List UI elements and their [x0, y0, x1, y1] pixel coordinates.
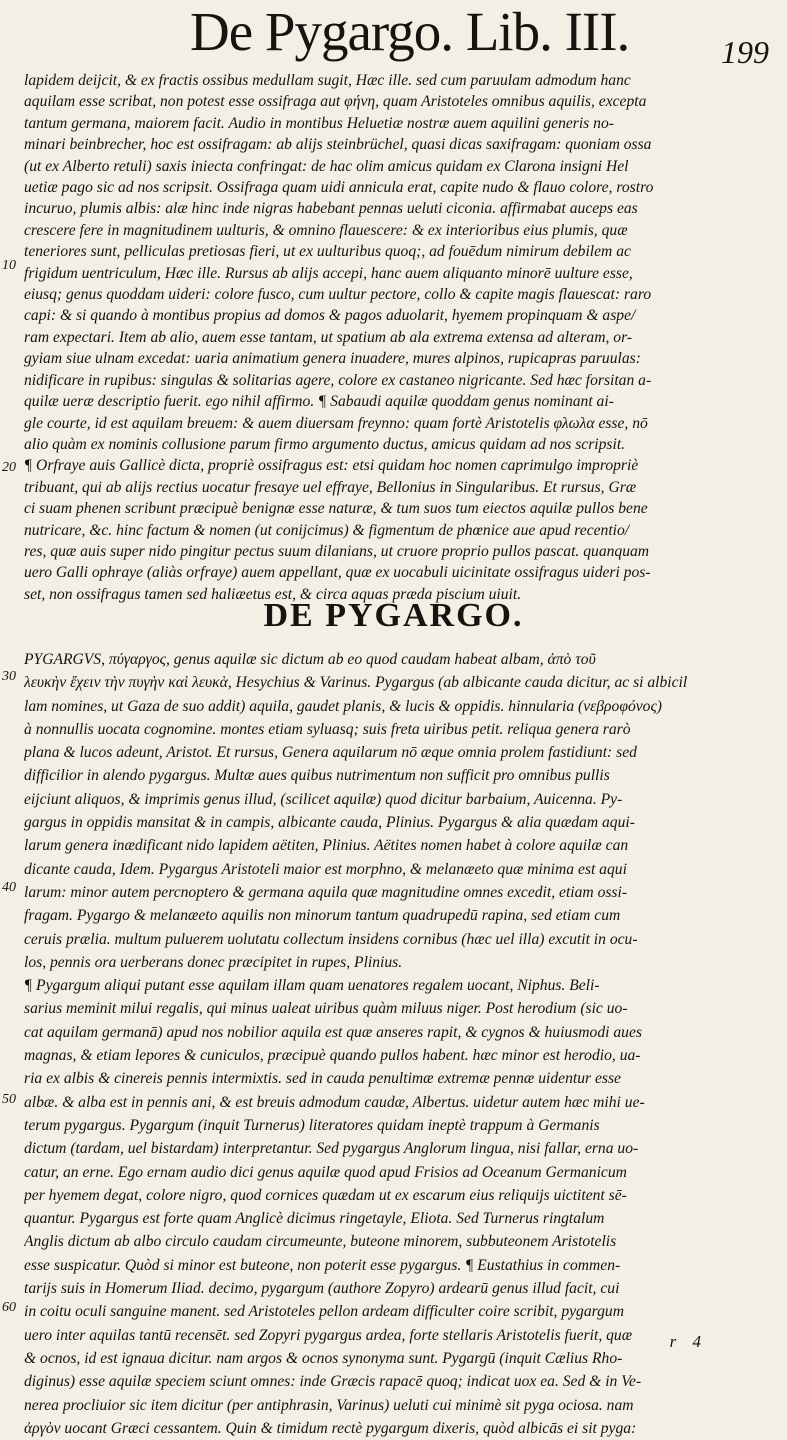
text-line: res, quæ auis super nido pingitur pectus suum dilanians, ut cruore proprio pullos pascat. quanquam [24, 542, 650, 560]
text-line: ci suam phenen scribunt præcipuè benignæ esse naturæ, & tum suos tum eiectos aquilæ pullos bene [24, 500, 648, 518]
text-line: nidificare in rupibus: singulas & solitarias agere, colore ex castaneo nigricante. Sed hæc forsitan a- [24, 371, 652, 389]
text-line: lapidem deijcit, & ex fractis ossibus medullam sugit, Hæc ille. sed cum paruulam admodum hanc [24, 72, 631, 89]
text-line: esse suspicatur. Quòd si minor est buteone, non poterit esse pygargus. ¶ Eustathius in commen- [24, 1256, 621, 1274]
line-number: 50 [2, 1092, 16, 1107]
line-number: 30 [2, 669, 16, 684]
text-line: λευκὴν ἔχειν τὴν πυγὴν καὶ λευκὰ, Hesychius & Varinus. Pygargus (ab albicante cauda dicitur, ac si albicil [24, 674, 688, 692]
text-line: gyiam siue ulnam excedat: uaria animatium genera inuadere, mures alpinos, rupicapras paruulas: [24, 350, 641, 368]
text-line: gle courte, id est aquilam breuem: & auem diuersam freynno: quam fortè Aristotelis φλωλα esse, nō [24, 414, 648, 432]
text-line: per hyemem degat, colore nigro, quod cornices quædam ut ex escarum eius reliquijs uictitent sē- [24, 1186, 627, 1204]
text-line: ria ex albis & cinereis pennis intermixtis. sed in cauda penultimæ extremæ pennæ uidentur esse [24, 1070, 621, 1088]
text-line: lam nomines, ut Gaza de suo addit) aquila, gaudet planis, & lucis & oppidis. hinnularia (νεβροφόνος) [24, 697, 662, 715]
text-line: capi: & si quando à montibus propius ad domos & pagos aduolarit, hyemem propinquam & aspe/ [24, 307, 636, 325]
signature-mark: r 4 [669, 1332, 707, 1351]
text-line: tribuant, qui ab alijs rectius uocatur fresaye uel effraye, Bellonius in Singularibus. Et rursus, Græ [24, 478, 637, 496]
text-line: alio quàm ex nominis collusione parum firmo argumento ductus, amicus quidam ad nos scripsit. [24, 435, 626, 453]
text-line: cat aquilam germanā) apud nos nobilior aquila est quæ anseres rapit, & cygnos & huiusmodi aues [24, 1023, 642, 1041]
text-line: teneriores sunt, pelliculas pretiosas fieri, ut ex uulturibus quoq;, ad fouēdum nimirum debilem ac [24, 243, 631, 261]
section-heading: DE PYGARGO. [263, 597, 524, 634]
text-line: ram expectari. Item ab alio, auem esse tantam, ut spatium ab ala extrema extensa ad alteram, or- [24, 328, 633, 346]
text-line: quantur. Pygargus est forte quam Anglicè dicimus ringetayle, Eliota. Sed Turnerus ringtalum [24, 1210, 605, 1228]
text-line: terum pygargus. Pygargum (inquit Turnerus) literatores quidam ineptè trappum à Germanis [24, 1116, 600, 1134]
text-line: crescere fere in magnitudinem uulturis, & omnino flauescere: & ex interioribus eius plumis, quæ [24, 221, 628, 239]
text-line: nerea procliuior sic item dicitur (per antiphrasin, Varinus) ueluti cui minimè sit pyga ociosa. nam [24, 1396, 634, 1414]
text-line: uetiæ pago sic ad nos scripsit. Ossifraga quam uidi annicula erat, capite nudo & flauo colore, rostro [24, 179, 654, 197]
text-line: plana & lucos adeunt, Aristot. Et rursus, Genera aquilarum nō æque omnia prolem fastidiunt: sed [24, 744, 637, 762]
text-line: dictum (tardam, uel bistardam) interpretantur. Sed pygargus Anglorum lingua, nisi fallar, erna uo- [24, 1140, 639, 1158]
text-line: larum genera inædificant nido lapidem aëtiten, Plinius. Aëtites nomen habet à colore aquilæ can [24, 837, 629, 855]
text-line: sarius meminit milui regalis, qui minus ualeat uiribus quàm miluus niger. Post herodium (sic uo- [24, 1000, 628, 1018]
text-line: albæ. & alba est in pennis ani, & est breuis admodum caudæ, Albertus. uidetur autem hæc mihi ue- [24, 1093, 645, 1111]
text-line: ¶ Orfraye auis Gallicè dicta, propriè ossifragus est: etsi quidam hoc nomen caprimulgo impropriè [24, 457, 639, 475]
text-line: uero Galli ophraye (aliàs orfraye) auem appellant, quæ ex uocabuli uicinitate ossifragus uideri pos- [24, 564, 651, 582]
text-line: Anglis dictum ab albo circulo caudam circumeunte, buteone minorem, subbuteonem Aristotelis [24, 1233, 617, 1251]
text-line: (ut ex Alberto retuli) saxis iniecta confringat: de hac olim amicus quidam ex Clarona insigni Hel [24, 157, 629, 175]
text-line: in coitu oculi sanguine manent. sed Aristoteles pellon ardeam difficulter coire scribit, pygargum [24, 1303, 624, 1321]
text-line: uero inter aquilas tantū recensēt. sed Zopyri pygargus ardea, forte stellaris Aristotelis fuerit, quæ [24, 1326, 633, 1344]
line-number: 40 [2, 880, 16, 895]
text-line: ¶ Pygargum aliqui putant esse aquilam illam quam uenatores regalem uocant, Niphus. Beli- [24, 977, 600, 995]
text-line: & ocnos, id est ignaua dicitur. nam argos & ocnos synonyma sunt. Pygargū (inquit Cælius Rho- [24, 1349, 623, 1367]
text-line: catur, an erne. Ego ernam audio dici genus aquilæ quod apud Frisios ad Oceanum Germanicum [24, 1163, 627, 1181]
line-number: 10 [2, 258, 16, 273]
text-line: incuruo, plumis albis: alæ hinc inde nigras habebant pennas ueluti ciconia. affirmabat auceps eas [24, 200, 638, 218]
text-line: magnas, & etiam lepores & cuniculos, præcipuè quando pullos habent. hæc minor est herodio, ua- [24, 1047, 641, 1065]
text-line: ἀργὸν uocant Græci cessantem. Quin & timidum rectè pygargum dixeris, quòd albicās ei sit pyga: [24, 1419, 637, 1437]
text-line: frigidum uentriculum, Hæc ille. Rursus ab alijs accepi, hanc auem aliquanto minorē uulture esse, [24, 264, 633, 282]
text-line: quilæ ueræ descriptio fuerit. ego nihil affirmo. ¶ Sabaudi aquilæ quoddam genus nominant ai- [24, 393, 614, 411]
line-number: 20 [2, 460, 16, 475]
text-line: tantum germana, maiorem facit. Audio in montibus Heluetiæ nostræ auem aquilini generis no- [24, 114, 614, 132]
text-line: larum: minor autem percnoptero & germana aquila quæ magnitudine omnes excedit, etiam ossi- [24, 883, 628, 901]
text-block-pygargus [24, 648, 772, 1440]
text-line: nutricare, &c. hinc factum & nomen (ut conijcimus) & figmentum de phœnice aue apud recentio/ [24, 521, 630, 539]
text-line: PYGARGVS, πύγαργος, genus aquilæ sic dictum ab eo quod caudam habeat albam, ἀπὸ τοῦ [24, 651, 596, 668]
text-line: fragam. Pygargo & melanæeto aquilis non minorum tantum quadrupedū rapina, sed etiam cum [24, 907, 621, 925]
text-line: à nonnullis uocata cognomine. montes etiam syluasq; suis freta uiribus petit. reliqua genera rarò [24, 720, 631, 738]
text-line: tarijs suis in Homerum Iliad. decimo, pygargum (authore Zopyro) ardearū genus illud facit, cui [24, 1280, 620, 1298]
page-number: 199 [721, 34, 769, 70]
line-number: 60 [2, 1300, 16, 1315]
text-line: aquilam esse scribat, non potest esse ossifraga aut φήνη, quam Aristoteles omnibus aquilis, excepta [24, 93, 647, 111]
text-line: minari beinbrecher, hoc est ossifragam: ab alijs steinbrüchel, quasi dicas saxifragam: quoniam ossa [24, 136, 652, 154]
text-line: eiusq; genus quoddam uideri: colore fusco, cum uultur pectore, collo & capite magis flauescat: raro [24, 286, 652, 304]
text-line: los, pennis ora uerberans donec præcipitet in rupes, Plinius. [24, 953, 403, 971]
text-line: eijciunt aliquos, & imprimis genus illud, (scilicet aquilæ) quod dicitur barbaium, Auicenna. Py- [24, 790, 623, 808]
text-line: set, non ossifragus tamen sed haliæetus est, & circa aquas præda piscium uiuit. [24, 585, 522, 603]
text-line: diginus) esse aquilæ speciem sciunt omnes: inde Græcis rapacē quoq; indicat uox ea. Sed & in Ve- [24, 1373, 642, 1391]
text-line: dicante cauda, Idem. Pygargus Aristoteli maior est morphno, & melanæeto quæ minima est aqui [24, 860, 627, 878]
text-line: gargus in oppidis mansitat & in campis, albicante cauda, Plinius. Pygargus & alia quædam aqui- [24, 814, 635, 832]
text-block-ossifraga [24, 70, 772, 605]
text-line: ceruis prælia. multum puluerem uolutatu collectum insidens cornibus (hæc uel illa) excutit in ocu- [24, 930, 638, 948]
page-title: De Pygargo. Lib. III. [190, 1, 630, 62]
text-line: difficilior in alendo pygargus. Multæ aues quibus nutrimentum non sufficit pro omnibus pullis [24, 767, 610, 785]
